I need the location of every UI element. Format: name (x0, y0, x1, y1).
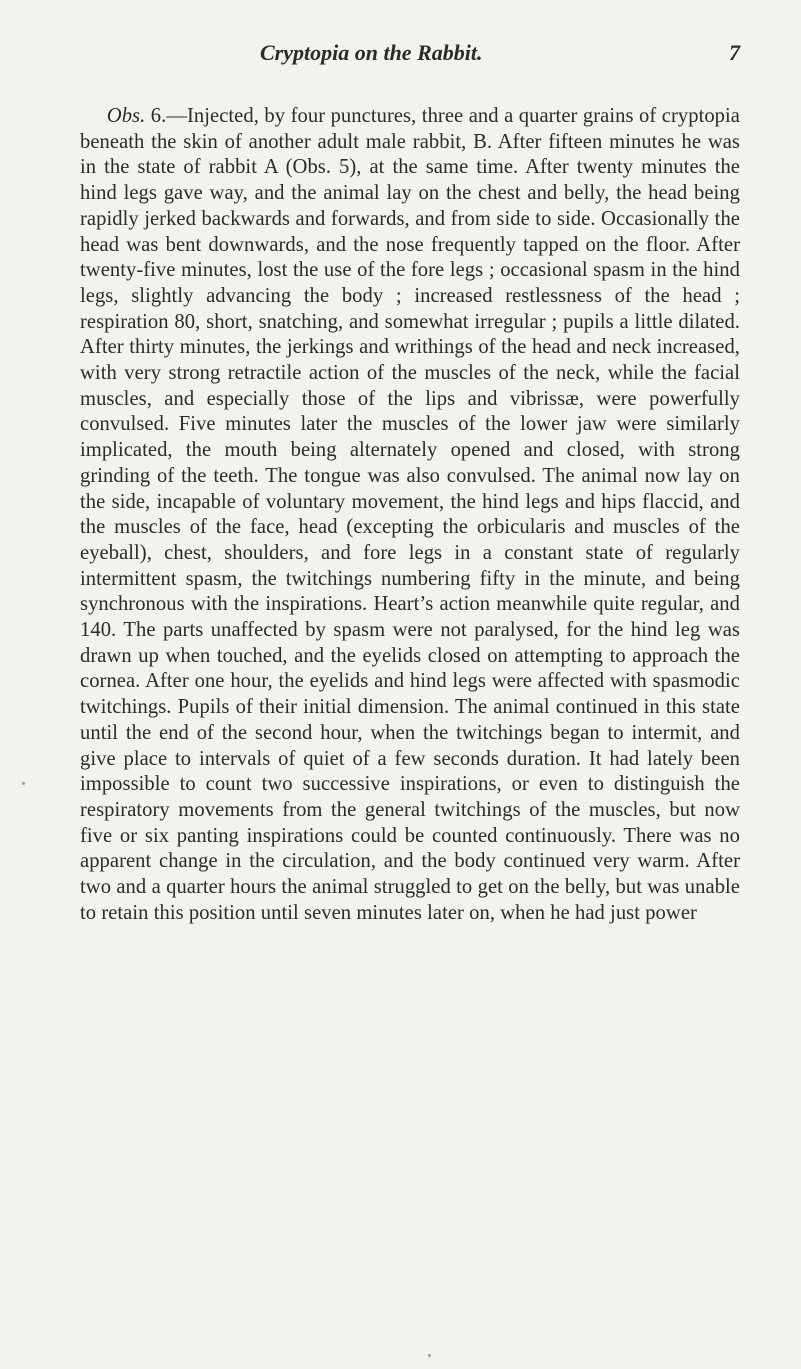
observation-text: 6.—Injected, by four punctures, three and a quarter grains of cryptopia beneath the skin of another adult male rabbit, B. After fifteen minutes he was in the state of rabbit A (Obs. 5), at the same time. After twenty minutes the hind legs gave way, and the animal lay on the chest and belly, the head being rapidly jerked backwards and forwards, and from side to side. Occasionally the head was bent downwards, and the nose frequently tapped on the floor. After twenty-five minutes, lost the use of the fore legs ; occasional spasm in the hind legs, slightly advancing the body ; increased restlessness of the head ; respiration 80, short, snatching, and somewhat irregular ; pupils a little dilated. After thirty minutes, the jerkings and writhings of the head and neck increased, with very strong retractile action of the muscles of the neck, while the facial muscles, and especially those of the lips and vibrissæ, were powerfully convulsed. Five minutes later the muscles of the lower jaw were similarly implicated, the mouth being alternately opened and closed, with strong grinding of the teeth. The tongue was also convulsed. The animal now lay on the side, incapable of voluntary movement, the hind legs and hips flaccid, and the muscles of the face, head (excepting the orbicularis and muscles of the eyeball), chest, shoulders, and fore legs in a constant state of regularly intermittent spasm, the twitchings numbering fifty in the minute, and being synchronous with the inspirations. Heart’s action meanwhile quite regular, and 140. The parts unaffected by spasm were not paralysed, for the hind leg was drawn up when touched, and the eyelids closed on attempting to approach the cornea. After one hour, the eyelids and hind legs were affected with spasmodic twitchings. Pupils of their initial dimension. The animal continued in this state until the end of the second hour, when the twitchings began to intermit, and give place to intervals of quiet of a few seconds duration. It had lately been impossible to count two successive inspirations, or even to distinguish the respiratory movements from the general twitchings of the muscles, but now five or six panting inspirations could be counted continuously. There was no apparent change in the circulation, and the body continued very warm. After two and a quarter hours the animal struggled to get on the belly, but was unable to retain this position until seven minutes later on, when he had just power (80, 105, 740, 924)
observation-label: Obs. (106, 105, 146, 127)
paper-speck (22, 782, 25, 785)
page-number: 7 (729, 40, 740, 65)
book-page (80, 30, 740, 927)
paper-speck (428, 1354, 431, 1357)
running-title: Cryptopia on the Rabbit. (260, 40, 483, 65)
observation-paragraph (80, 104, 740, 927)
page-header (80, 30, 740, 66)
